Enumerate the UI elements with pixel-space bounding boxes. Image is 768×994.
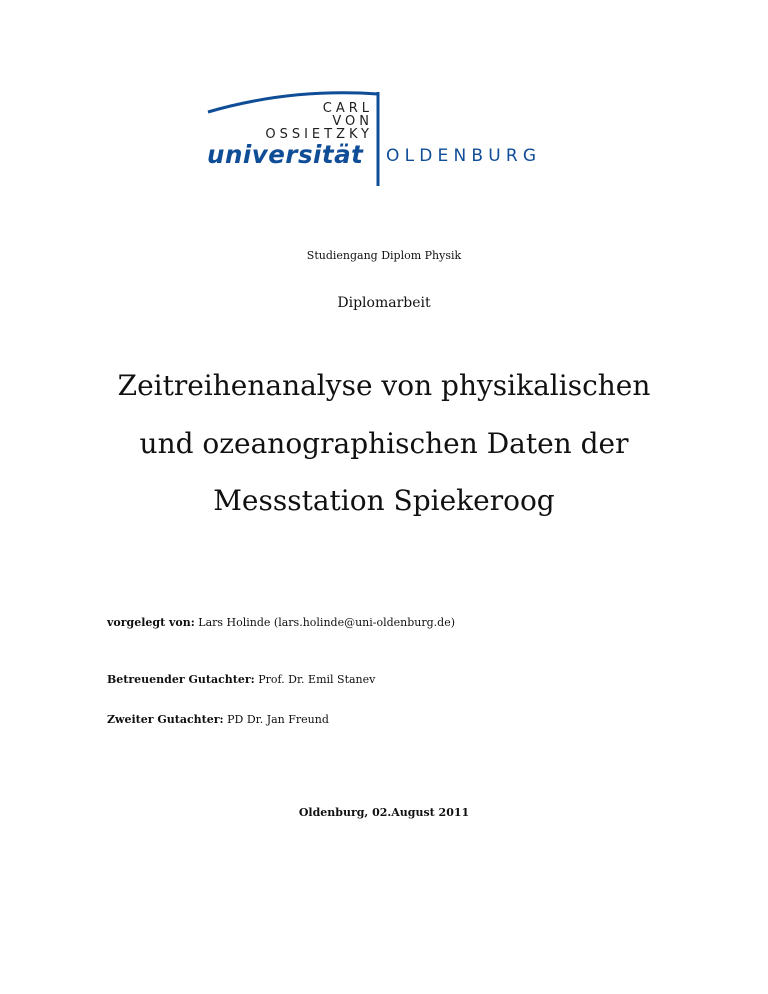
document-type: Diplomarbeit <box>337 295 431 311</box>
supervisor-1-line <box>107 673 375 686</box>
author-line <box>107 616 455 629</box>
logo-text-von: VON <box>332 114 373 129</box>
thesis-title-line-2: und ozeanographischen Daten der <box>139 427 629 460</box>
supervisor-2-value: PD Dr. Jan Freund <box>227 713 329 726</box>
place-date-line: Oldenburg, 02.August 2011 <box>298 806 470 819</box>
author-value: Lars Holinde (lars.holinde@uni-oldenburg.de) <box>198 616 456 629</box>
logo-arc-graphic <box>200 86 570 190</box>
supervisor-1-label: Betreuender Gutachter: <box>107 673 255 686</box>
logo-text-ossietzky: OSSIETZKY <box>265 127 373 142</box>
course-line: Studiengang Diplom Physik <box>306 249 462 262</box>
thesis-title-line-3: Messstation Spiekeroog <box>213 484 555 517</box>
university-logo <box>200 86 570 190</box>
author-label: vorgelegt von: <box>107 616 195 629</box>
thesis-title-line-1: Zeitreihenanalyse von physikalischen <box>117 369 651 402</box>
logo-text-oldenburg: OLDENBURG <box>386 146 542 166</box>
supervisor-1-value: Prof. Dr. Emil Stanev <box>258 673 376 686</box>
logo-text-universitaet: universität <box>207 140 364 169</box>
supervisor-2-label: Zweiter Gutachter: <box>107 713 224 726</box>
supervisor-2-line <box>107 713 329 726</box>
logo-text-carl: CARL <box>322 101 373 116</box>
